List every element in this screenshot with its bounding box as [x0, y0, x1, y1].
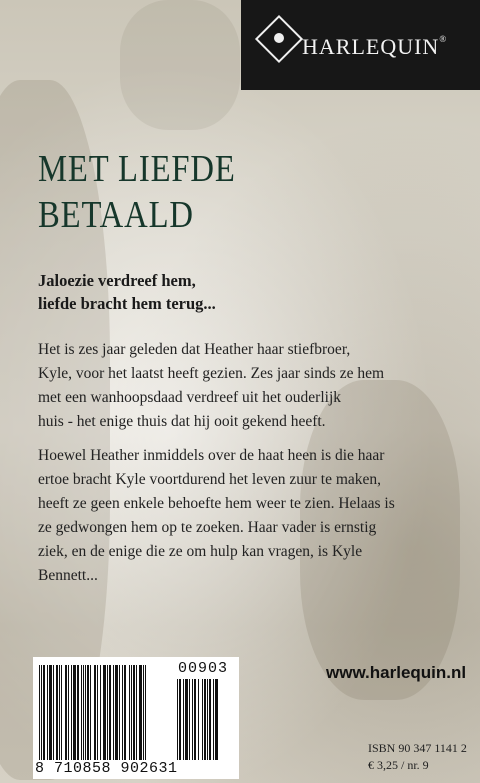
website-url: www.harlequin.nl — [326, 663, 467, 682]
barcode — [33, 657, 239, 779]
blurb-line: Het is zes jaar geleden dat Heather haar stiefbroer, — [38, 341, 351, 358]
blurb-line: huis - het enige thuis dat hij ooit gekend heeft. — [38, 413, 326, 430]
harlequin-figure-icon — [274, 33, 284, 43]
isbn: ISBN 90 347 1141 2 — [368, 741, 467, 755]
blurb-paragraph — [38, 444, 458, 588]
blurb-line: ertoe bracht Kyle voortdurend het leven zuur te maken, — [38, 471, 382, 488]
blurb-line: ze gedwongen hem op te zoeken. Haar vader is ernstig — [38, 519, 377, 536]
price: € 3,25 / nr. 9 — [368, 758, 429, 772]
barcode-addon-number: 00903 — [178, 660, 229, 677]
barcode-number: 8 710858 902631 — [35, 760, 178, 777]
barcode-addon-bars — [177, 679, 237, 760]
blurb-line: met een wanhoopsdaad verdreef uit het ouderlijk — [38, 389, 341, 406]
blurb-line: ziek, en de enige die ze om hulp kan vragen, is Kyle — [38, 543, 363, 560]
title-line: MET LIEFDE — [38, 148, 236, 190]
tagline — [38, 269, 458, 315]
tagline-line: Jaloezie verdreef hem, — [38, 271, 196, 290]
blurb-line: heeft ze geen enkele behoefte hem weer te zien. Helaas is — [38, 495, 395, 512]
book-title — [38, 146, 236, 238]
title-line: BETAALD — [38, 194, 194, 236]
barcode-bar — [218, 679, 219, 760]
tagline-line: liefde bracht hem terug... — [38, 294, 216, 313]
blurb-line: Bennett... — [38, 567, 98, 584]
blurb-line: Hoewel Heather inmiddels over de haat heen is die haar — [38, 447, 385, 464]
barcode-bars — [39, 665, 174, 760]
publisher-name: HARLEQUIN® — [302, 34, 448, 59]
blurb-paragraph — [38, 338, 458, 434]
background-tree — [120, 0, 240, 130]
blurb-line: Kyle, voor het laatst heeft gezien. Zes jaar sinds ze hem — [38, 365, 385, 382]
barcode-bar — [145, 665, 146, 760]
